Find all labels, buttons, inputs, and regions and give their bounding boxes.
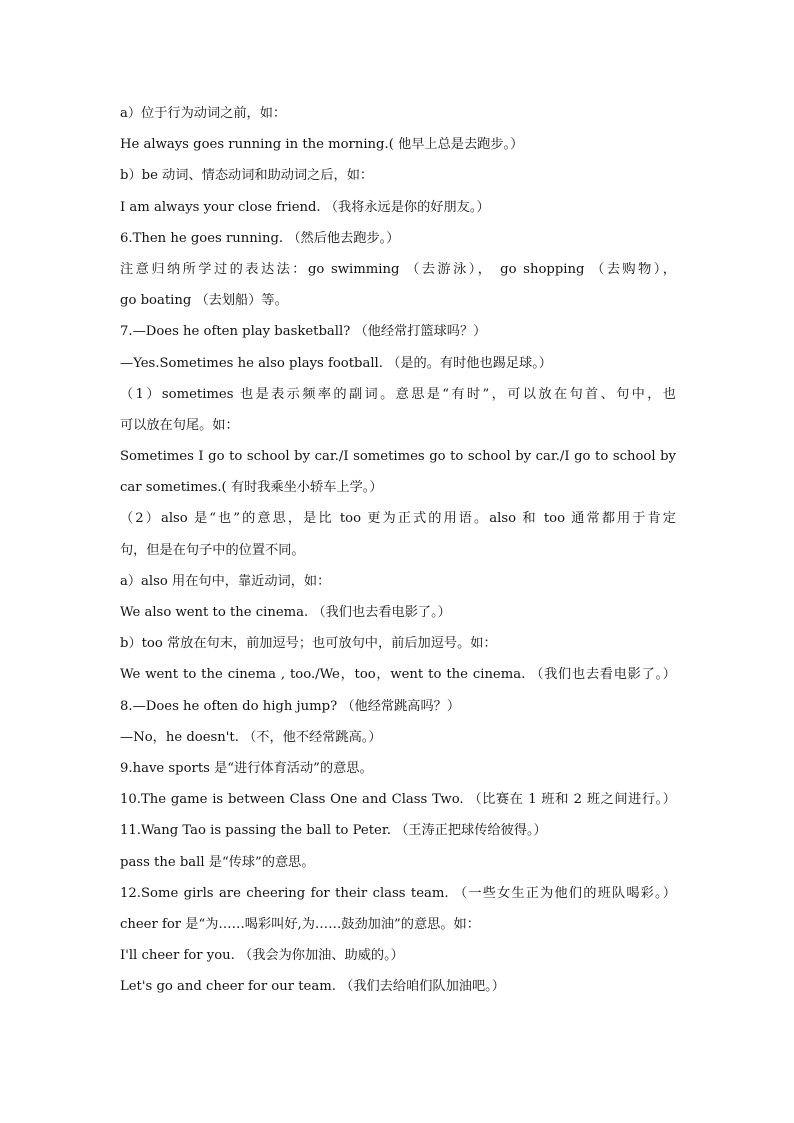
text-line: We also went to the cinema. （我们也去看电影了。） [120, 605, 451, 620]
text-line: a）位于行为动词之前，如： [120, 106, 287, 121]
text-line: Sometimes I go to school by car./I sometimes go to school by car./I go to school by [120, 449, 676, 465]
text-line: 句，但是在句子中的位置不同。 [120, 542, 305, 558]
text-line: 12.Some girls are cheering for their class team. （一些女生正为他们的班队喝彩。） [120, 885, 676, 901]
text-line: 可以放在句尾。如： [120, 417, 239, 433]
text-line: a）also 用在句中，靠近动词，如： [120, 573, 331, 589]
text-line: cheer for 是“为……喝彩叫好,为……鼓劲加油”的意思。如： [120, 916, 480, 932]
text-line: 10.The game is between Class One and Class Two. （比赛在 1 班和 2 班之间进行。） [120, 792, 676, 808]
text-line: b）be 动词、情态动词和助动词之后，如： [120, 168, 374, 184]
text-line: go boating （去划船）等。 [120, 293, 288, 309]
document-body [120, 98, 676, 1002]
text-line: Let's go and cheer for our team. （我们去给咱们队加油吧。） [120, 979, 505, 995]
text-line: 注意归纳所学过的表达法：go swimming （去游泳）， go shopping （去购物）， [120, 261, 676, 277]
text-line: （2）also 是“也”的意思，是比 too 更为正式的用语。also 和 too 通常都用于肯定 [120, 511, 676, 527]
text-line: We went to the cinema , too./We，too，went to the cinema. （我们也去看电影了。） [120, 667, 676, 683]
text-line: b）too 常放在句末，前加逗号；也可放句中，前后加逗号。如： [120, 636, 497, 652]
text-line: pass the ball 是“传球”的意思。 [120, 854, 315, 870]
text-line: car sometimes.( 有时我乘坐小轿车上学。） [120, 480, 383, 496]
text-line: 9.have sports 是“进行体育活动”的意思。 [120, 760, 373, 776]
text-line: He always goes running in the morning.( 他早上总是去跑步。） [120, 137, 524, 153]
text-line: —Yes.Sometimes he also plays football. （是的。有时他也踢足球。） [120, 355, 552, 371]
text-line: 6.Then he goes running. （然后他去跑步。） [120, 230, 400, 246]
text-line: I am always your close friend. （我将永远是你的好朋友。） [120, 199, 490, 215]
text-line: 8.—Does he often do high jump? （他经常跳高吗？） [120, 698, 461, 714]
text-line: 7.—Does he often play basketball? （他经常打篮球吗？） [120, 324, 487, 340]
text-line: 11.Wang Tao is passing the ball to Peter. （王涛正把球传给彼得。） [120, 823, 547, 839]
text-line: （1）sometimes 也是表示频率的副词。意思是“有时”，可以放在句首、句中，也 [120, 386, 676, 402]
text-line: I'll cheer for you. （我会为你加油、助威的。） [120, 948, 404, 964]
text-line: —No，he doesn't. （不，他不经常跳高。） [120, 729, 382, 745]
